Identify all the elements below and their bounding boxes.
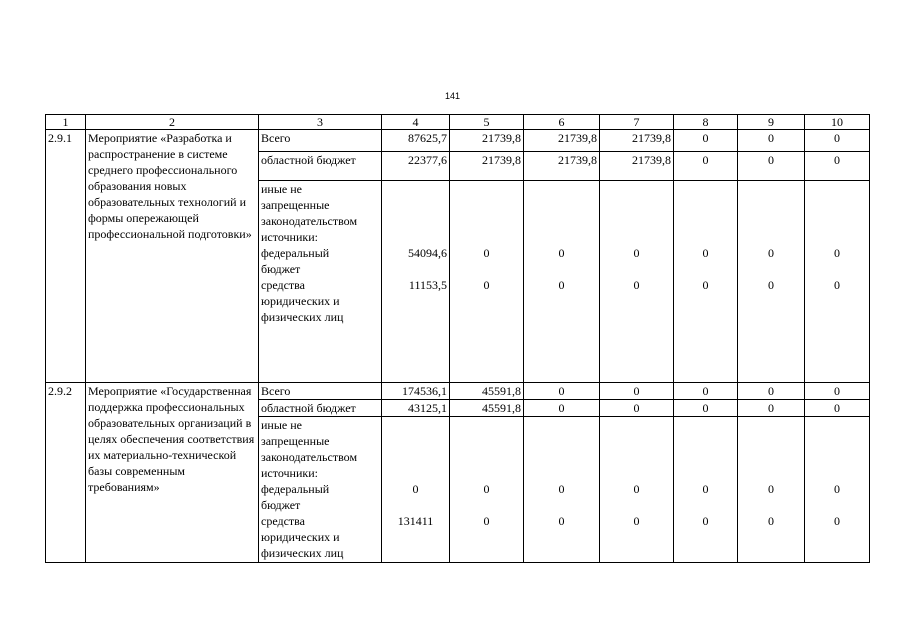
cell-value: 0 0 [600,181,674,383]
cell-value: 0 [738,152,805,181]
cell-value: 87625,7 [382,130,450,152]
cell-value: 21739,8 [600,130,674,152]
cell-value: 0 0 [805,417,870,563]
source-label: Всего [259,130,382,152]
item-code: 2.9.2 [46,383,86,563]
cell-value: 0 0 [524,417,600,563]
cell-value: 0 [674,400,738,417]
item-name: Мероприятие «Государственная поддержка профессиональных образовательных организаций в целях обеспечения соответствия их материально-технической базы современным требованиям» [86,383,259,563]
cell-value: 21739,8 [600,152,674,181]
item-row-total [46,130,870,152]
cell-value: 21739,8 [450,152,524,181]
col-header: 7 [600,115,674,130]
source-label: Всего [259,383,382,400]
funding-table [45,114,870,563]
column-numbers-row [46,115,870,130]
cell-value: 0 [738,130,805,152]
cell-value: 0 0 [524,181,600,383]
cell-value: 0 [738,383,805,400]
cell-value: 45591,8 [450,383,524,400]
cell-value: 0 0 [450,181,524,383]
cell-value: 21739,8 [524,152,600,181]
cell-value: 0 [738,400,805,417]
col-header: 5 [450,115,524,130]
cell-value: 0 [524,383,600,400]
col-header: 9 [738,115,805,130]
cell-value: 0 0 [674,417,738,563]
cell-value: 43125,1 [382,400,450,417]
cell-value: 0 [600,383,674,400]
col-header: 1 [46,115,86,130]
col-header: 4 [382,115,450,130]
col-header: 10 [805,115,870,130]
cell-value: 0 [805,130,870,152]
cell-value: 54094,6 11153,5 [382,181,450,383]
cell-value: 45591,8 [450,400,524,417]
cell-value: 0 0 [805,181,870,383]
cell-value: 0 [805,383,870,400]
cell-value: 0 0 [738,181,805,383]
col-header: 6 [524,115,600,130]
cell-value: 0 [524,400,600,417]
col-header: 8 [674,115,738,130]
cell-value: 174536,1 [382,383,450,400]
cell-value: 0 0 [450,417,524,563]
cell-value: 21739,8 [450,130,524,152]
cell-value: 21739,8 [524,130,600,152]
item-name: Мероприятие «Разработка и распространение в системе среднего профессионального образования новых образовательных технологий и формы опережающей профессиональной подготовки» [86,130,259,383]
cell-value: 0 [674,383,738,400]
cell-value: 0 [600,400,674,417]
page-number: 141 [444,91,461,101]
source-label-other: иные не запрещенные законодательством источники: федеральный бюджет средства юридических и физических лиц [259,181,382,383]
source-label-other: иные не запрещенные законодательством источники: федеральный бюджет средства юридических и физических лиц [259,417,382,563]
cell-value: 0 0 [674,181,738,383]
source-label: областной бюджет [259,400,382,417]
item-code: 2.9.1 [46,130,86,383]
cell-value: 0 [674,152,738,181]
cell-value: 22377,6 [382,152,450,181]
cell-value: 0 [805,152,870,181]
cell-value: 0 [805,400,870,417]
cell-value: 0 [674,130,738,152]
cell-value: 0 0 [738,417,805,563]
source-label: областной бюджет [259,152,382,181]
cell-value: 0 0 [600,417,674,563]
item-row-total [46,383,870,400]
cell-value: 0 131411 [382,417,450,563]
col-header: 3 [259,115,382,130]
col-header: 2 [86,115,259,130]
